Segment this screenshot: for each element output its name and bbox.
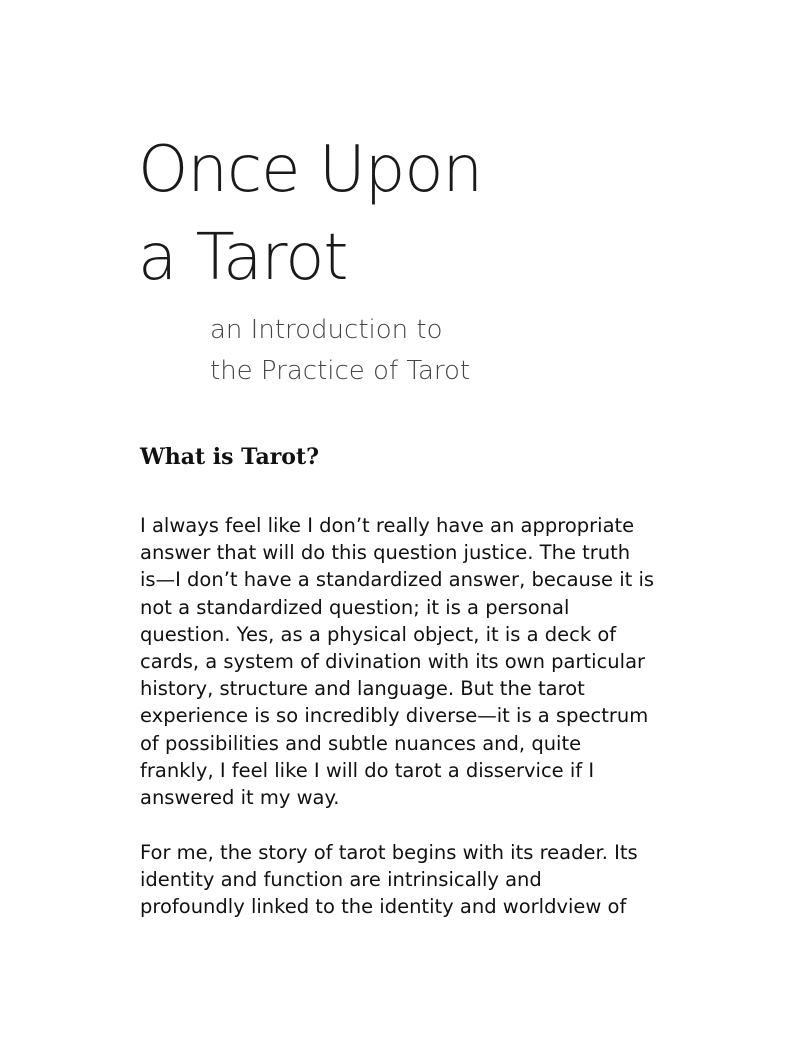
paragraph-line: experience is so incredibly diverse—it is a spectrum bbox=[140, 704, 649, 728]
subtitle-line-2: the Practice of Tarot bbox=[210, 356, 471, 386]
paragraph-line: of possibilities and subtle nuances and, quite bbox=[140, 731, 582, 755]
paragraph-line: For me, the story of tarot begins with its reader. Its bbox=[140, 841, 638, 864]
paragraph-line: not a standardized question; it is a personal bbox=[140, 595, 570, 619]
section-heading: What is Tarot? bbox=[140, 444, 320, 470]
paragraph-line: question. Yes, as a physical object, it is a deck of bbox=[140, 622, 617, 646]
paragraph-line: frankly, I feel like I will do tarot a disservice if I bbox=[140, 758, 595, 782]
subtitle-line-1: an Introduction to bbox=[210, 315, 443, 345]
paragraph-2 bbox=[140, 839, 650, 921]
paragraph-line: identity and function are intrinsically and bbox=[140, 868, 542, 892]
title-line-2: a Tarot bbox=[138, 221, 348, 295]
paragraph-line: I always feel like I don’t really have an appropriate bbox=[140, 514, 635, 537]
paragraph-line: cards, a system of divination with its own particular bbox=[140, 650, 646, 674]
paragraph-1 bbox=[140, 512, 655, 811]
paragraph-line: answer that will do this question justice. The truth bbox=[140, 541, 631, 565]
title-line-1: Once Upon bbox=[138, 133, 483, 207]
paragraph-line: history, structure and language. But the tarot bbox=[140, 677, 585, 701]
paragraph-line: is—I don’t have a standardized answer, because it is bbox=[140, 568, 655, 592]
paragraph-line: profoundly linked to the identity and worldview of bbox=[140, 895, 627, 919]
paragraph-line: answered it my way. bbox=[140, 786, 340, 810]
